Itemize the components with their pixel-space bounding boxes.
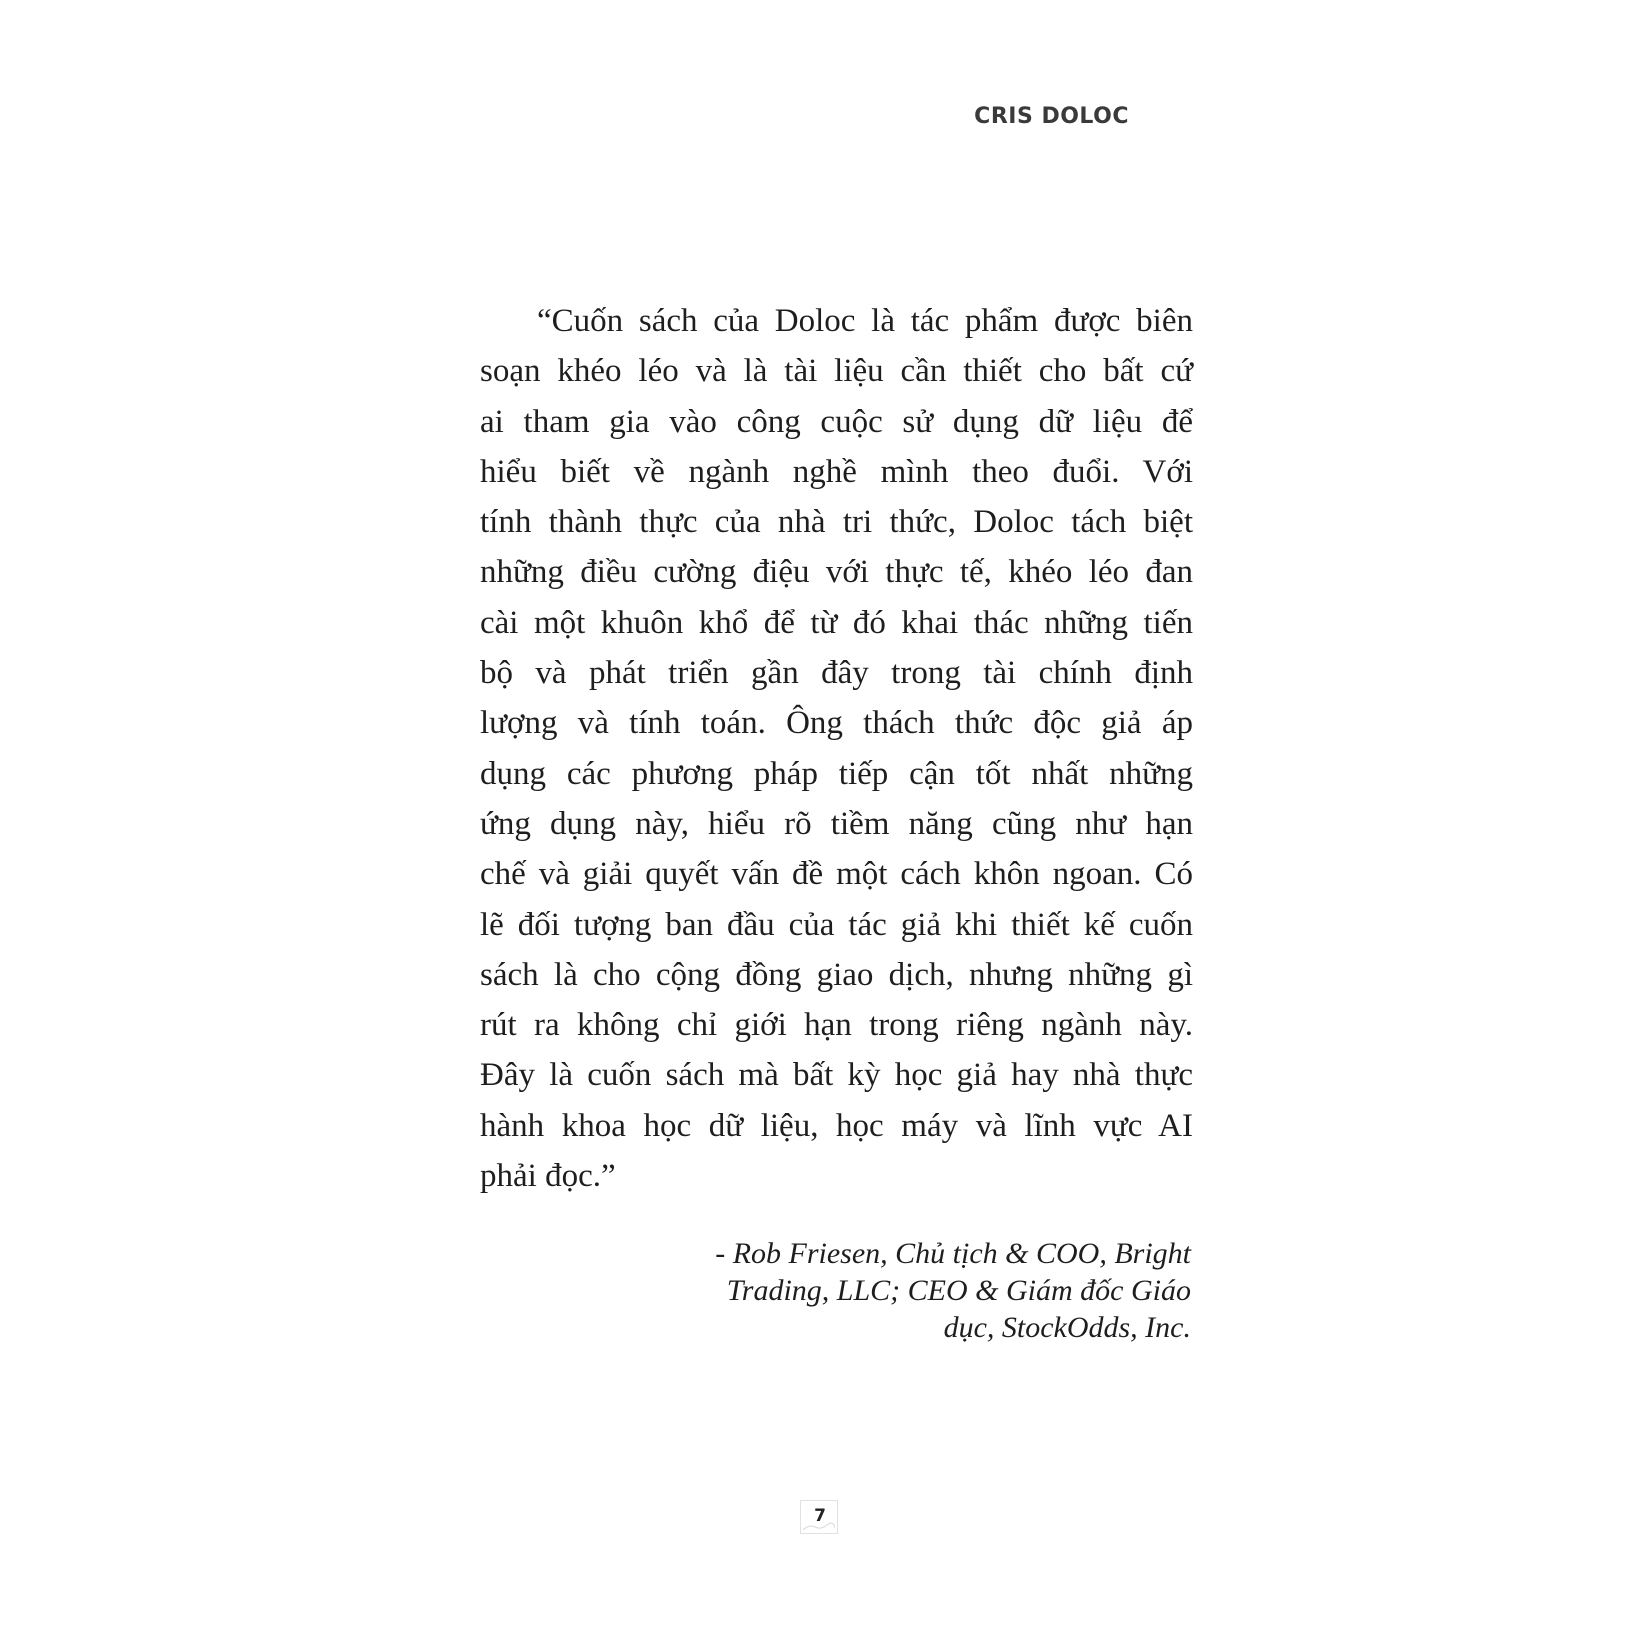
quote-line: lẽ đối tượng ban đầu của tác giả khi thiết kế cuốn — [480, 906, 1193, 943]
attribution-line: Trading, LLC; CEO & Giám đốc Giáo — [726, 1274, 1191, 1307]
page-number: 7 — [814, 1506, 826, 1526]
quote-line: hiểu biết về ngành nghề mình theo đuổi. Với — [480, 453, 1193, 490]
quote-line: ứng dụng này, hiểu rõ tiềm năng cũng như hạn — [480, 805, 1193, 842]
quote-line: hành khoa học dữ liệu, học máy và lĩnh vực AI — [480, 1107, 1193, 1144]
attribution-line: dục, StockOdds, Inc. — [943, 1311, 1191, 1344]
quote-line: tính thành thực của nhà tri thức, Doloc tách biệt — [480, 504, 1193, 541]
quote-line: sách là cho cộng đồng giao dịch, nhưng những gì — [480, 956, 1193, 993]
page-number-box — [800, 1500, 838, 1534]
running-header-author: CRIS DOLOC — [974, 104, 1129, 129]
quote-line: Đây là cuốn sách mà bất kỳ học giả hay nhà thực — [480, 1057, 1193, 1094]
quote-line: chế và giải quyết vấn đề một cách khôn ngoan. Có — [480, 856, 1193, 893]
quote-line: cài một khuôn khổ để từ đó khai thác những tiến — [480, 604, 1193, 641]
quote-line: “Cuốn sách của Doloc là tác phẩm được biên — [537, 303, 1193, 339]
quote-line: bộ và phát triển gần đây trong tài chính định — [480, 655, 1193, 692]
quote-attribution — [691, 1235, 1191, 1346]
quote-line: dụng các phương pháp tiếp cận tốt nhất những — [480, 755, 1193, 792]
quote-line: ai tham gia vào công cuộc sử dụng dữ liệu để — [480, 403, 1193, 440]
quote-line: phải đọc.” — [480, 1158, 616, 1195]
attribution-line: - Rob Friesen, Chủ tịch & COO, Bright — [715, 1237, 1191, 1270]
quote-line: rút ra không chỉ giới hạn trong riêng ngành này. — [480, 1007, 1193, 1044]
quote-line: lượng và tính toán. Ông thách thức độc giả áp — [480, 705, 1193, 742]
quote-line: soạn khéo léo và là tài liệu cần thiết cho bất cứ — [480, 353, 1193, 390]
quote-line: những điều cường điệu với thực tế, khéo léo đan — [480, 554, 1193, 591]
quote-block — [480, 296, 1193, 1201]
